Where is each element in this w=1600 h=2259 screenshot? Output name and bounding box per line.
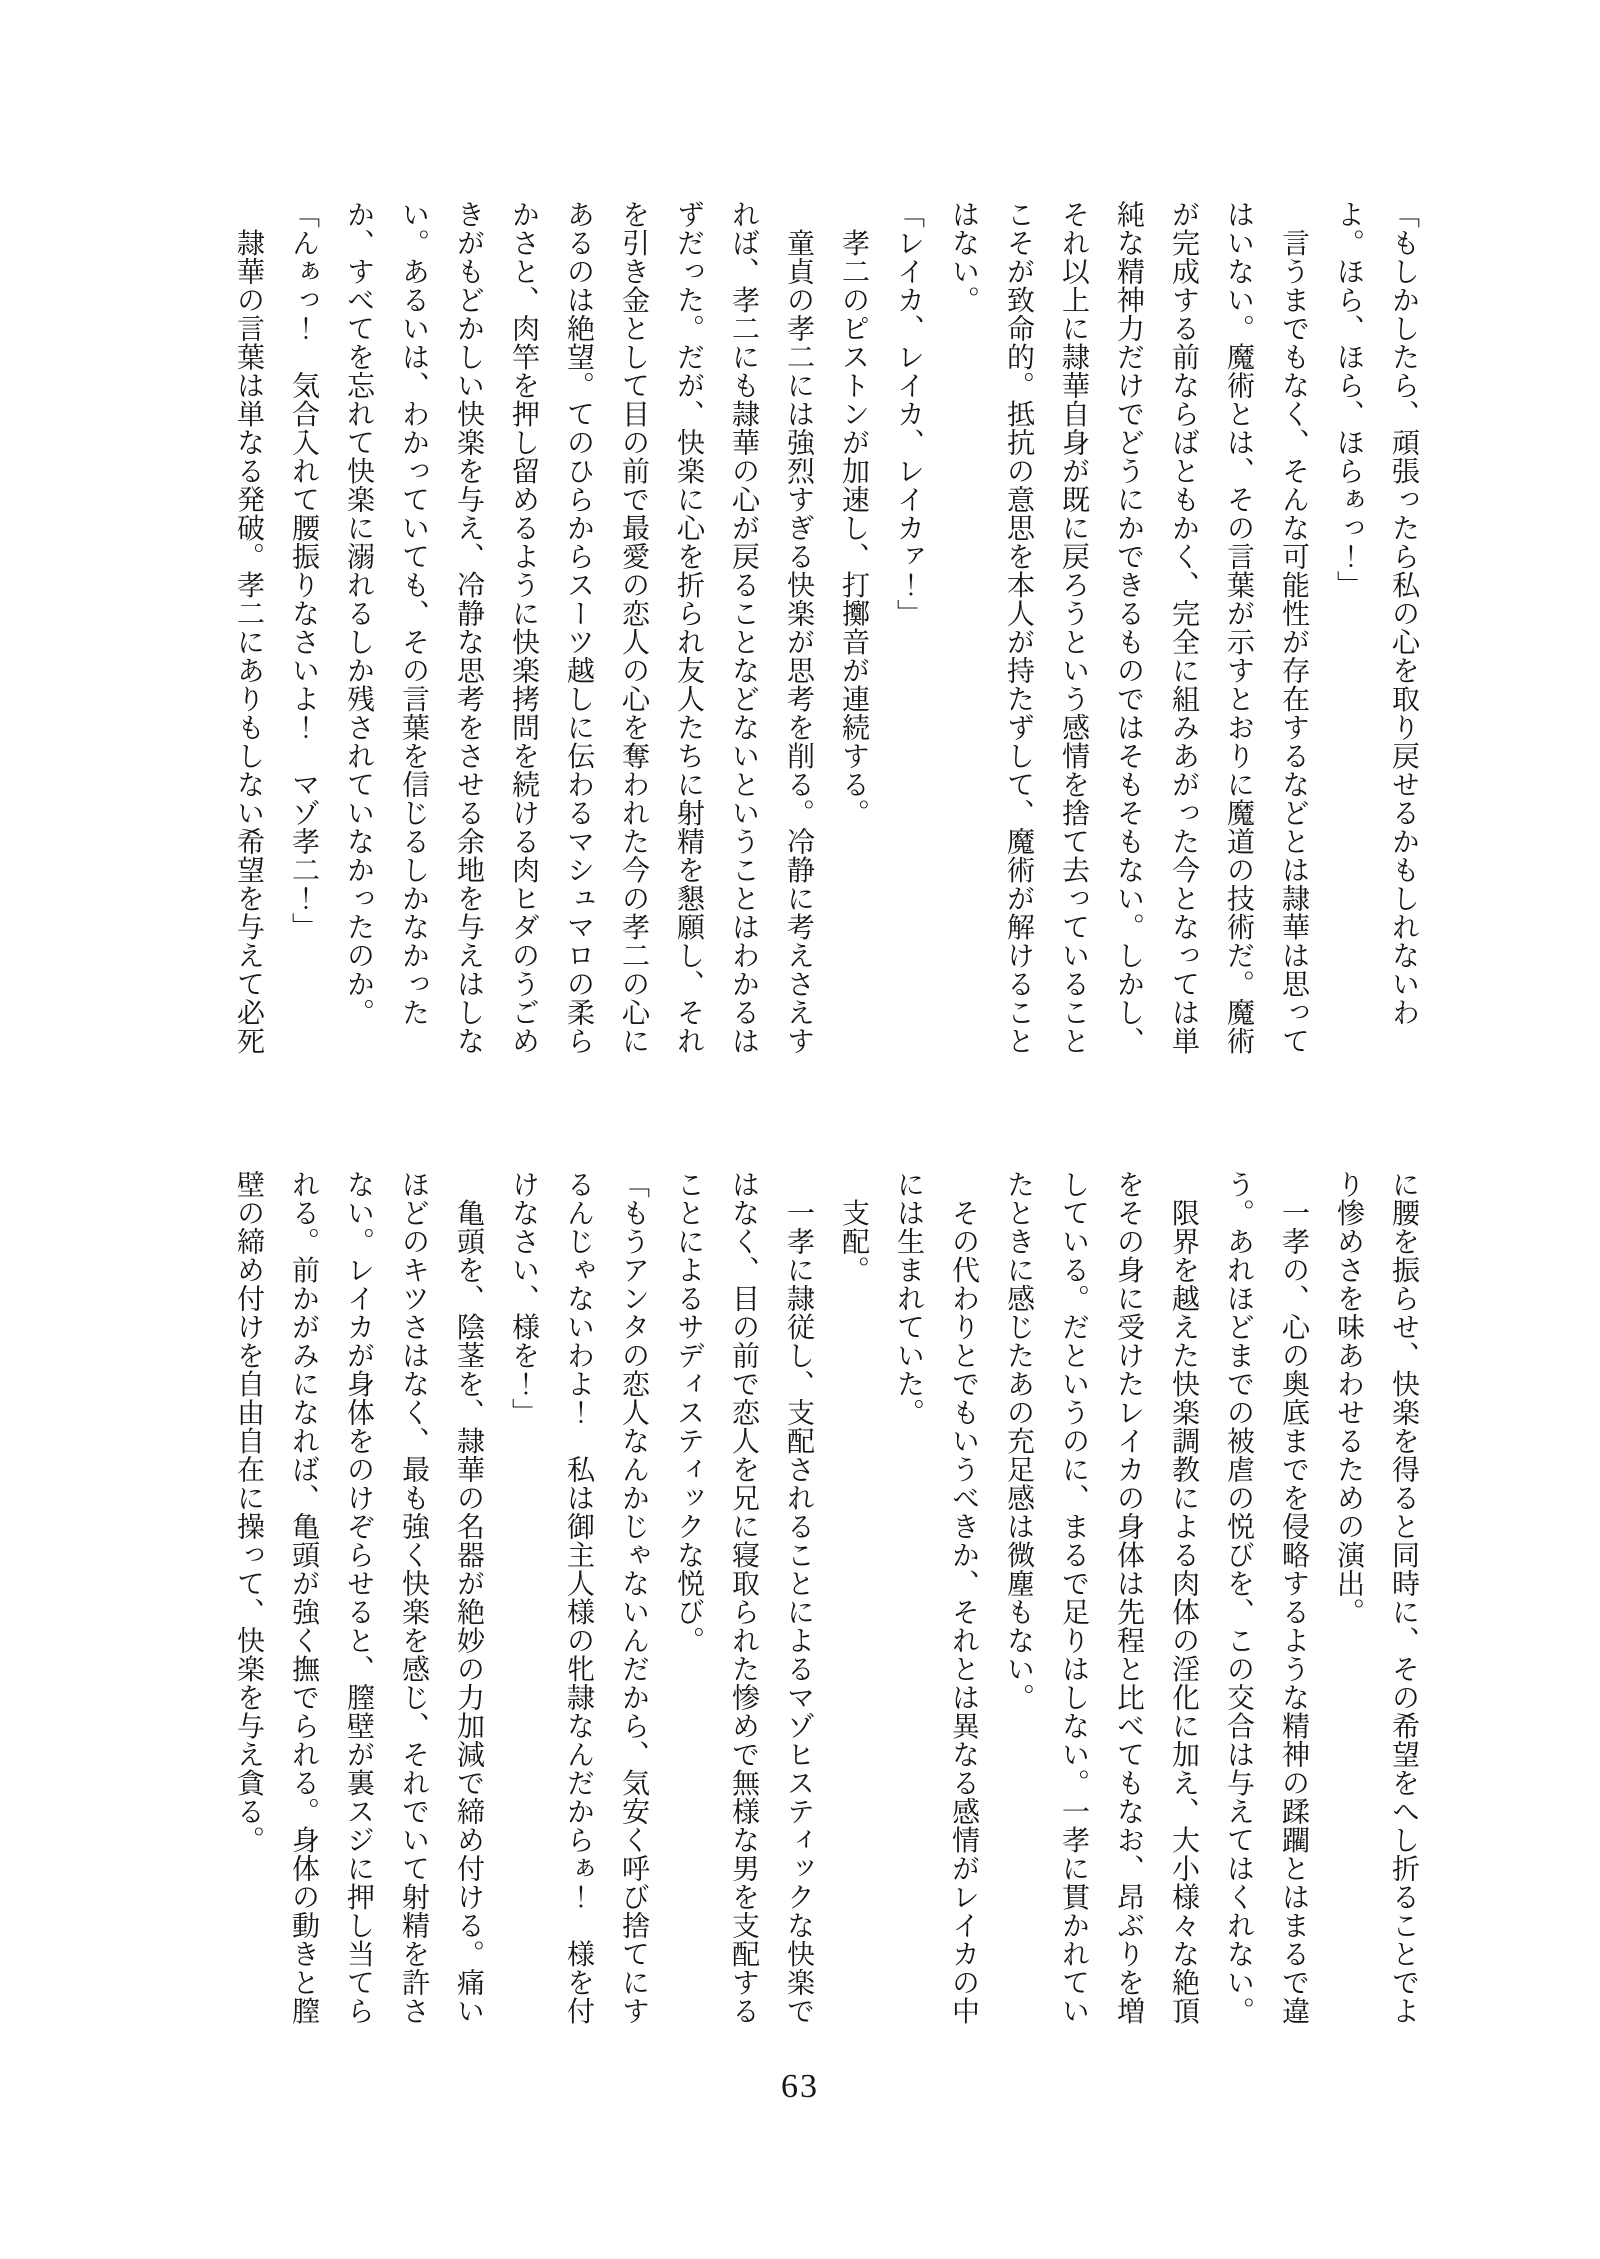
text-line: 「んぁっ！ 気合入れて腰振りなさいよ！ マゾ孝二！」 <box>288 200 319 941</box>
text-line: ほどのキツさはなく、最も強く快楽を感じ、それでいて射精を許さ <box>398 1170 429 2025</box>
text-line: 亀頭を、陰茎を、隷華の名器が絶妙の力加減で締め付ける。痛い <box>453 1170 484 2025</box>
text-line: ずだった。だが、快楽に心を折られ友人たちに射精を懇願し、それ <box>673 200 704 1055</box>
text-line: れる。前かがみになれば、亀頭が強く撫でられる。身体の動きと膣 <box>288 1170 319 2025</box>
text-line: には生まれていた。 <box>893 1170 924 1427</box>
text-line: 純な精神力だけでどうにかできるものではそもそもない。しかし、 <box>1113 200 1144 1055</box>
text-line: 孝二のピストンが加速し、打擲音が連続する。 <box>838 200 869 827</box>
text-line: かさと、肉竿を押し留めるように快楽拷問を続ける肉ヒダのうごめ <box>508 200 539 1055</box>
text-line: それ以上に隷華自身が既に戻ろうという感情を捨て去っていること <box>1058 200 1089 1055</box>
text-line: に腰を振らせ、快楽を得ると同時に、その希望をへし折ることでよ <box>1388 1170 1419 2025</box>
text-line: 「もうアンタの恋人なんかじゃないんだから、気安く呼び捨てにす <box>618 1170 649 2025</box>
text-line: るんじゃないわよ！ 私は御主人様の牝隷なんだからぁ！ 様を付 <box>563 1170 594 2025</box>
text-line: している。だというのに、まるで足りはしない。一孝に貫かれてい <box>1058 1170 1089 2025</box>
text-line: 限界を越えた快楽調教による肉体の淫化に加え、大小様々な絶頂 <box>1168 1170 1199 2025</box>
text-line: をその身に受けたレイカの身体は先程と比べてもなお、昂ぶりを増 <box>1113 1170 1144 2025</box>
text-block-upper <box>221 200 1431 1058</box>
text-line: か、すべてを忘れて快楽に溺れるしか残されていなかったのか。 <box>343 200 374 1027</box>
text-line: い。あるいは、わかっていても、その言葉を信じるしかなかった <box>398 200 429 1027</box>
text-line: あるのは絶望。てのひらからスーツ越しに伝わるマシュマロの柔ら <box>563 200 594 1055</box>
text-block-lower <box>221 1170 1431 2028</box>
text-line: 童貞の孝二には強烈すぎる快楽が思考を削る。冷静に考えさえす <box>783 200 814 1055</box>
text-line: を引き金として目の前で最愛の恋人の心を奪われた今の孝二の心に <box>618 200 649 1055</box>
page-number: 63 <box>781 2068 819 2105</box>
text-line: こそが致命的。抵抗の意思を本人が持たずして、魔術が解けること <box>1003 200 1034 1055</box>
text-line: その代わりとでもいうべきか、それとは異なる感情がレイカの中 <box>948 1170 979 2025</box>
text-line: たときに感じたあの充足感は微塵もない。 <box>1003 1170 1034 1712</box>
text-line: れば、孝二にも隷華の心が戻ることなどないということはわかるは <box>728 200 759 1055</box>
text-line: 壁の締め付けを自由自在に操って、快楽を与え貪る。 <box>233 1170 264 1854</box>
text-line: よ。ほら、ほら、ほらぁっ！」 <box>1333 200 1364 599</box>
text-line: 「レイカ、レイカ、レイカァ！」 <box>893 200 924 628</box>
text-line: が完成する前ならばともかく、完全に組みあがった今となっては単 <box>1168 200 1199 1055</box>
text-line: けなさい、様を！」 <box>508 1170 539 1427</box>
text-line: はなく、目の前で恋人を兄に寝取られた惨めで無様な男を支配する <box>728 1170 759 2025</box>
text-line: 「もしかしたら、頑張ったら私の心を取り戻せるかもしれないわ <box>1388 200 1419 1027</box>
text-line: きがもどかしい快楽を与え、冷静な思考をさせる余地を与えはしな <box>453 200 484 1055</box>
text-line: 一孝に隷従し、支配されることによるマゾヒスティックな快楽で <box>783 1170 814 2025</box>
text-line: はいない。魔術とは、その言葉が示すとおりに魔道の技術だ。魔術 <box>1223 200 1254 1055</box>
text-line: ない。レイカが身体をのけぞらせると、膣壁が裏スジに押し当てら <box>343 1170 374 2025</box>
text-line: り惨めさを味あわせるための演出。 <box>1333 1170 1364 1626</box>
text-line: ことによるサディスティックな悦び。 <box>673 1170 704 1655</box>
text-line: 支配。 <box>838 1170 869 1284</box>
text-line: はない。 <box>948 200 979 314</box>
text-line: 隷華の言葉は単なる発破。孝二にありもしない希望を与えて必死 <box>233 200 264 1055</box>
text-line: 一孝の、心の奥底までを侵略するような精神の蹂躙とはまるで違 <box>1278 1170 1309 2025</box>
text-line: 言うまでもなく、そんな可能性が存在するなどとは隷華は思って <box>1278 200 1309 1055</box>
text-line: う。あれほどまでの被虐の悦びを、この交合は与えてはくれない。 <box>1223 1170 1254 2025</box>
